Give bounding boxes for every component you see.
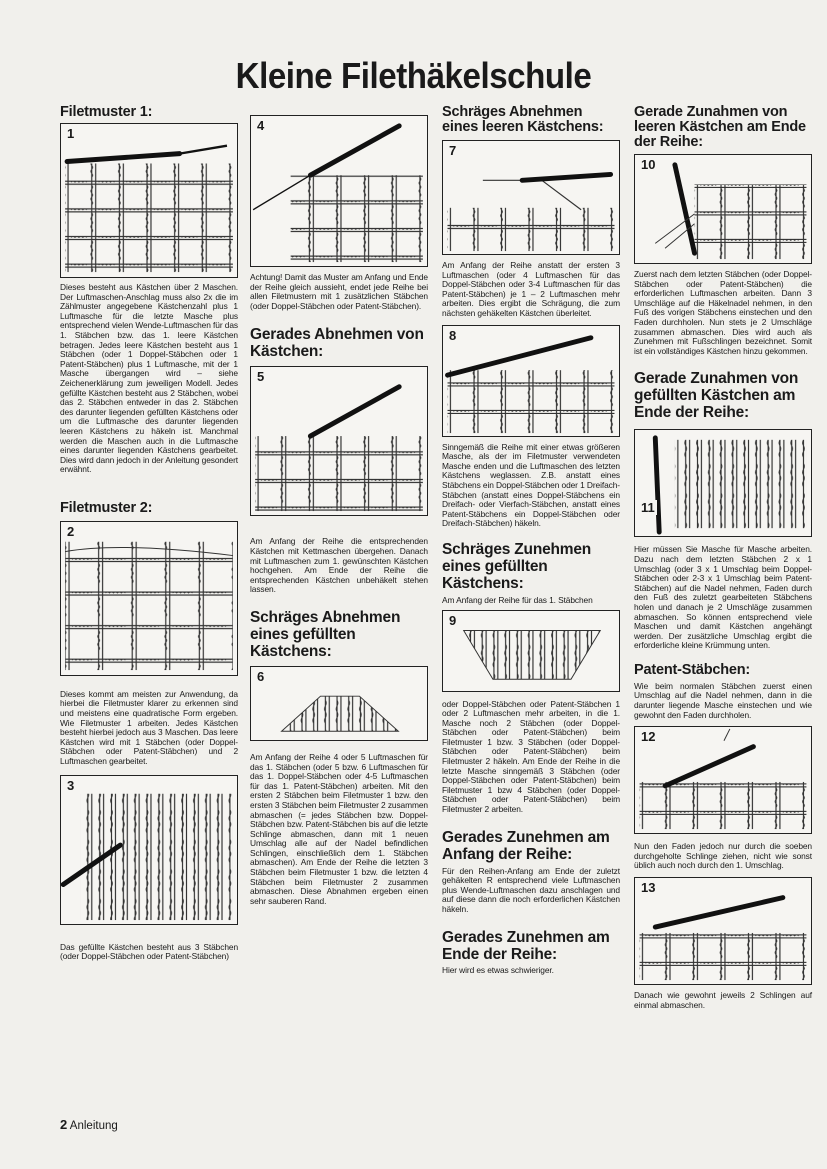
figure-1 [60, 123, 238, 278]
crochet-mesh-illustration-2 [61, 522, 237, 675]
paragraph: Hier wird es etwas schwieriger. [442, 964, 554, 975]
heading-filetmuster-2: Filetmuster 2: [60, 499, 153, 516]
heading-gerade-zunahmen-leer: Gerade Zunahmen von leeren Kästchen am Ende der Reihe: [634, 104, 806, 150]
figure-number: 10 [641, 157, 656, 172]
paragraph: Dieses besteht aus Kästchen über 2 Maschen. Der Luftmaschen-Anschlag muss also 2x die im Zählmuster angegebene Kästchenzahl plus 1 Luftmasche für die letzte Masche plus entsprechend vielen Wende-Luftmaschen für das 1. Stäbchen bzw. das 1. leere Kästchen betragen. Jedes leere Kästchen besteht aus 1 Stäbchen (oder 1 Doppel-Stäbchen oder 1 Patent-Stäbchen) plus 1 Luftmasche, mit der 1 Masche übergangen wird – siehe Zeichenerklärung zum jeweiligen Modell. Jedes gefüllte Kästchen besteht aus 2 Stäbchen, wobei das 2. Stäbchen entweder in das 2. Stäbchen des darunter liegenden gefüllten Kästchens oder um die Luftmasche des darunter liegenden leeren Kästchens zu häkeln ist. Manchmal werden die Maschen auch in die Luftmasche eines darunter liegenden Kästchens gearbeitet. Dies wird dann jedoch in der Anleitung gesondert erwähnt. [60, 282, 238, 475]
paragraph: Zuerst nach dem letzten Stäbchen (oder Doppel-Stäbchen oder Patent-Stäbchen) die erforderlichen Luftmaschen arbeiten. Dann 3 Umschläge auf die Häkelnadel nehmen, in den Fuß des vorigen Stäbchens einstechen und den Faden durchholen. Nun stets je 2 Umschläge zusammen abmaschen. Dies wird auch als Zunehmen mit Fußschlingen bezeichnet. Somit ist ein vollständiges Kästchen hinzu gekommen. [634, 269, 812, 356]
paragraph: Am Anfang der Reihe die entsprechenden Kästchen mit Kettmaschen übergehen. Danach mit Luftmaschen zum 1. gewünschten Kästchen hochgehen. Am Ende der Reihe die entsprechenden Kästchen unbehäkelt stehen lassen. [250, 536, 428, 595]
crochet-mesh-illustration-7 [443, 141, 619, 254]
paragraph: Sinngemäß die Reihe mit einer etwas größeren Masche, als der im Filetmuster verwendeten Masche enden und die Luftmaschen des letzten Kästchens weglassen. Z.B. anstatt eines Stäbchens ein Doppel-Stäbchen oder 1 Dreifach-Stäbchen (anstatt eines Doppel-Stäbchens ein Dreifach- oder Vierfach-Stäbchen, anstatt eines Patent-Stäbchens ein Doppel-Stäbchen oder Dreifach-Stäbchen) häkeln. [442, 441, 620, 529]
figure-10 [634, 154, 812, 264]
crochet-mesh-illustration-5 [251, 367, 427, 515]
figure-9 [442, 610, 620, 692]
crochet-triangle-illustration-6 [251, 667, 427, 740]
figure-3 [60, 775, 238, 925]
crochet-mesh-illustration-1 [61, 124, 237, 277]
heading-schraeges-zunehmen: Schräges Zunehmen eines gefüllten Kästchens: [442, 540, 592, 592]
figure-7 [442, 140, 620, 255]
heading-filetmuster-1: Filetmuster 1: [60, 104, 153, 120]
figure-number: 11 [641, 500, 655, 516]
heading-patent-staebchen: Patent-Stäbchen: [634, 661, 751, 678]
figure-4 [250, 115, 428, 267]
figure-number: 9 [449, 612, 457, 628]
figure-number: 3 [67, 777, 75, 793]
crochet-solid-illustration-3 [61, 776, 237, 924]
heading-schraeges-abnehmen-gefuellt: Schräges Abnehmen eines gefüllten Kästchens: [250, 608, 401, 660]
figure-number: 5 [257, 369, 265, 385]
page-title: Kleine Filethäkelschule [235, 55, 592, 96]
column-1 [60, 105, 238, 962]
paragraph: Hier müssen Sie Masche für Masche arbeiten. Dazu nach dem letzten Stäbchen 2 x 1 Umschlag (oder 3 x 1 Umschlag beim Doppel-Stäbchen oder 2-3 x 1 Umschlag beim Patent-Stäbchen) auf die Nadel nehmen, Faden durch den Fuß des zuletzt gearbeiteten Stäbchens holen und danach je 2 Umschläge zusammen abmaschen. So können entsprechend viele Maschen und damit Kästchen angehängt werden. Der zusätzliche Umschlag ergibt die erforderliche kleine Krümmung unten. [634, 544, 812, 651]
crochet-solid-illustration-11 [635, 430, 811, 536]
paragraph: Wie beim normalen Stäbchen zuerst einen Umschlag auf die Nadel nehmen, dann in die darunter liegende Masche einstechen und wie gewohnt den Faden durchholen. [634, 680, 812, 720]
section-name: Anleitung [69, 1120, 118, 1132]
figure-13 [634, 877, 812, 985]
crochet-illustration-12 [635, 727, 811, 833]
column-2 [250, 115, 428, 906]
paragraph: Am Anfang der Reihe 4 oder 5 Luftmaschen für das 1. Stäbchen (oder 5 bzw. 6 Luftmaschen für das 1. Doppel-Stäbchen oder 4-5 Luftmaschen für das 1. Patent-Stäbchen) arbeiten. Mit den ersten 2 Stäbchen beim Filetmuster 1 bzw. den ersten 3 Stäbchen beim Filetmuster 2 zusammen abmaschen (= jedes Stäbchen bzw. Doppel-Stäbchen bzw. Patent-Stäbchen bis auf die letzte Schlinge abmaschen, dann mit 1 neuen Umschlag alle auf der Nadel befindlichen Schlingen, einschließlich dem 1. Stäbchen abmaschen). Am Ende der Reihe die letzten 3 Stäbchen beim Filetmuster 1 bzw. die letzten 4 Stäbchen beim Filetmuster 2 zusammen abmaschen. Diese Abnahmen ergeben einen sehr sauberen Rand. [250, 751, 428, 906]
crochet-illustration-13 [635, 878, 811, 984]
paragraph: Achtung! Damit das Muster am Anfang und Ende der Reihe gleich aussieht, endet jede Reihe bei allen Filetmustern mit 1 zusätzlichen Stäbchen (oder Doppel-Stäbchen oder Patent-Stäbchen). [250, 272, 428, 311]
figure-number: 4 [257, 118, 265, 133]
figure-number: 13 [641, 880, 656, 896]
heading-gerades-zunehmen-anfang: Gerades Zunehmen am Anfang der Reihe: [442, 828, 610, 863]
paragraph: Am Anfang der Reihe für das 1. Stäbchen [442, 594, 593, 605]
paragraph: Danach wie gewohnt jeweils 2 Schlingen auf einmal abmaschen. [634, 990, 812, 1010]
figure-number: 6 [257, 668, 265, 684]
page-footer [60, 1117, 118, 1132]
crochet-mesh-illustration-4 [251, 116, 427, 266]
figure-number: 7 [449, 143, 457, 158]
paragraph: Das gefüllte Kästchen besteht aus 3 Stäbchen (oder Doppel-Stäbchen oder Patent-Stäbchen) [60, 941, 238, 962]
paragraph: Nun den Faden jedoch nur durch die soeben durchgeholte Schlinge ziehen, nicht wie sonst üblich auch noch durch den 1. Umschlag. [634, 841, 812, 871]
heading-schraeges-abnehmen-leer: Schräges Abnehmen eines leeren Kästchens: [442, 104, 604, 135]
heading-gerade-zunahmen-gefuellt: Gerade Zunahmen von gefüllten Kästchen am Ende der Reihe: [634, 370, 799, 422]
paragraph: Dieses kommt am meisten zur Anwendung, da hierbei die Filetmuster klarer zu erkennen sind und meistens eine quadratische Form ergeben. Wie Filetmuster 1 arbeiten. Jedes Kästchen besteht hierbei jedoch aus 3 Maschen. Das leere Kästchen wird mit 1 Stäbchen (oder Doppel-Stäbchen oder Patent-Stäbchen) und 2 Luftmaschen gearbeitet. [60, 688, 238, 767]
crochet-mesh-illustration-10 [635, 155, 811, 263]
paragraph: Für den Reihen-Anfang am Ende der zuletzt gehäkelten R entsprechend viele Luftmaschen plus Wende-Luftmaschen dazu anschlagen und auf diese dann die noch erforderlichen Kästchen häkeln. [442, 865, 620, 914]
column-4 [634, 105, 812, 1010]
figure-2 [60, 521, 238, 676]
heading-gerades-abnehmen: Gerades Abnehmen von Kästchen: [250, 326, 424, 361]
figure-number: 8 [449, 327, 457, 343]
page-number: 2 [60, 1117, 68, 1132]
heading-gerades-zunehmen-ende: Gerades Zunehmen am Ende der Reihe: [442, 928, 610, 963]
figure-11 [634, 429, 812, 537]
figure-number: 12 [641, 729, 656, 745]
paragraph: oder Doppel-Stäbchen oder Patent-Stäbchen 1 oder 2 Luftmaschen mehr arbeiten, in die 1. Masche noch 2 Stäbchen (oder Doppel-Stäbchen oder Patent-Stäbchen) beim Filetmuster 1 bzw. 3 Stäbchen (oder Doppel-Stäbchen oder Patent-Stäbchen) beim Filetmuster 2 häkeln. Am Ende der Reihe in die letzte Masche sinngemäß 3 Stäbchen (oder Doppel-Stäbchen oder Patent-Stäbchen) beim Filetmuster 1 bzw 4 Stäbchen (oder Doppel-Stäbchen oder Patent-Stäbchen) beim Filetmuster 2 arbeiten. [442, 698, 620, 815]
paragraph: Am Anfang der Reihe anstatt der ersten 3 Luftmaschen (oder 4 Luftmaschen für das Doppel-Stäbchen oder 3-4 Luftmaschen für das Patent-Stäbchen) je 1 – 2 Luftmaschen mehr arbeiten. Dies ergibt die Schrägung, die zum nächsten gehäkelten Kästchen überleitet. [442, 260, 620, 318]
figure-5 [250, 366, 428, 516]
column-3 [442, 105, 620, 975]
crochet-bowl-illustration-9 [443, 611, 619, 691]
figure-6 [250, 666, 428, 741]
figure-12 [634, 726, 812, 834]
crochet-mesh-illustration-8 [443, 326, 619, 436]
figure-number: 2 [67, 523, 75, 539]
figure-number: 1 [67, 126, 75, 141]
figure-8 [442, 325, 620, 437]
